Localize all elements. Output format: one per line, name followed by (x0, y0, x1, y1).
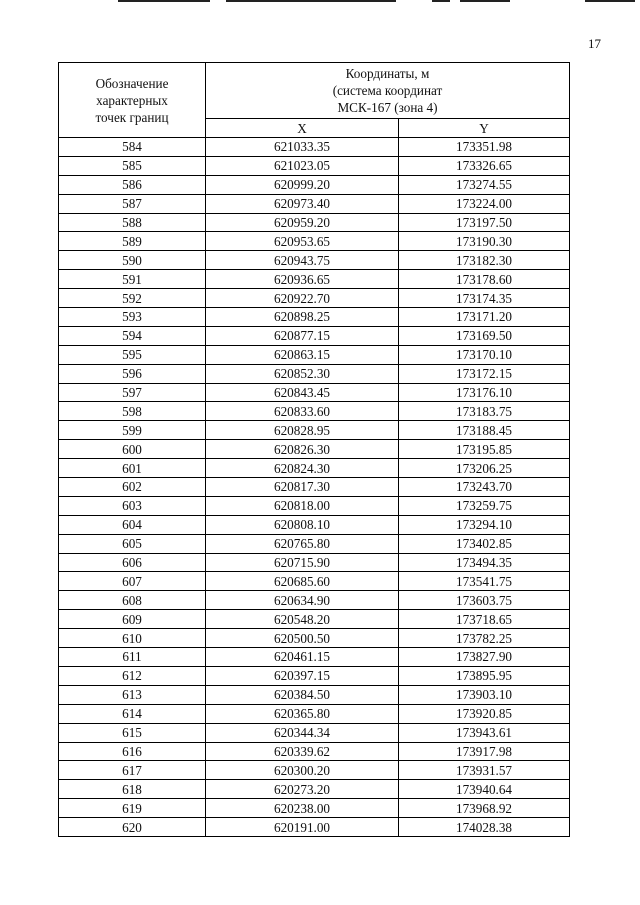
x-coordinate-cell: 620843.45 (206, 383, 399, 402)
y-coordinate-cell: 173402.85 (399, 534, 570, 553)
x-coordinate-cell: 620898.25 (206, 308, 399, 327)
table-row (59, 553, 570, 572)
table-row (59, 194, 570, 213)
table-row (59, 421, 570, 440)
table-row (59, 345, 570, 364)
point-number-cell: 600 (59, 440, 206, 459)
point-number-cell: 614 (59, 704, 206, 723)
point-number-cell: 597 (59, 383, 206, 402)
point-number-cell: 585 (59, 156, 206, 175)
header-point-designation: Обозначение характерных точек границ (59, 63, 206, 138)
table-row (59, 459, 570, 478)
y-coordinate-cell: 173182.30 (399, 251, 570, 270)
table-row (59, 289, 570, 308)
point-number-cell: 610 (59, 629, 206, 648)
point-number-cell: 616 (59, 742, 206, 761)
y-coordinate-cell: 173351.98 (399, 138, 570, 157)
point-number-cell: 589 (59, 232, 206, 251)
point-number-cell: 591 (59, 270, 206, 289)
point-number-cell: 587 (59, 194, 206, 213)
table-row (59, 251, 570, 270)
x-coordinate-cell: 620828.95 (206, 421, 399, 440)
x-coordinate-cell: 620852.30 (206, 364, 399, 383)
x-coordinate-cell: 620943.75 (206, 251, 399, 270)
x-coordinate-cell: 620824.30 (206, 459, 399, 478)
top-rule (118, 0, 210, 2)
table-row (59, 742, 570, 761)
point-number-cell: 603 (59, 496, 206, 515)
y-coordinate-cell: 173188.45 (399, 421, 570, 440)
y-coordinate-cell: 173224.00 (399, 194, 570, 213)
table-row (59, 515, 570, 534)
x-coordinate-cell: 620300.20 (206, 761, 399, 780)
point-number-cell: 596 (59, 364, 206, 383)
y-coordinate-cell: 173206.25 (399, 459, 570, 478)
point-number-cell: 595 (59, 345, 206, 364)
y-coordinate-cell: 173176.10 (399, 383, 570, 402)
table-row (59, 156, 570, 175)
point-number-cell: 607 (59, 572, 206, 591)
x-coordinate-cell: 620191.00 (206, 818, 399, 837)
table-row (59, 704, 570, 723)
table-row (59, 666, 570, 685)
y-coordinate-cell: 173920.85 (399, 704, 570, 723)
table-row (59, 780, 570, 799)
table-row (59, 138, 570, 157)
y-coordinate-cell: 173903.10 (399, 685, 570, 704)
y-coordinate-cell: 173171.20 (399, 308, 570, 327)
x-coordinate-cell: 620999.20 (206, 175, 399, 194)
coordinates-table (58, 62, 570, 837)
x-coordinate-cell: 620936.65 (206, 270, 399, 289)
x-coordinate-cell: 620397.15 (206, 666, 399, 685)
x-coordinate-cell: 620344.34 (206, 723, 399, 742)
page-number: 17 (588, 36, 601, 51)
point-number-cell: 618 (59, 780, 206, 799)
x-coordinate-cell: 620818.00 (206, 496, 399, 515)
table-row (59, 270, 570, 289)
y-coordinate-cell: 173174.35 (399, 289, 570, 308)
table-row (59, 175, 570, 194)
table-row (59, 685, 570, 704)
top-rule (432, 0, 450, 2)
y-coordinate-cell: 173195.85 (399, 440, 570, 459)
point-number-cell: 590 (59, 251, 206, 270)
point-number-cell: 584 (59, 138, 206, 157)
point-number-cell: 598 (59, 402, 206, 421)
y-coordinate-cell: 173943.61 (399, 723, 570, 742)
table-row (59, 478, 570, 497)
point-number-cell: 592 (59, 289, 206, 308)
table-row (59, 591, 570, 610)
y-coordinate-cell: 173917.98 (399, 742, 570, 761)
top-rule (226, 0, 396, 2)
point-number-cell: 606 (59, 553, 206, 572)
point-number-cell: 617 (59, 761, 206, 780)
header-x: X (206, 119, 399, 138)
x-coordinate-cell: 620922.70 (206, 289, 399, 308)
x-coordinate-cell: 620461.15 (206, 648, 399, 667)
y-coordinate-cell: 173183.75 (399, 402, 570, 421)
table-row (59, 232, 570, 251)
y-coordinate-cell: 173603.75 (399, 591, 570, 610)
y-coordinate-cell: 173895.95 (399, 666, 570, 685)
table-row (59, 402, 570, 421)
table-row (59, 440, 570, 459)
y-coordinate-cell: 173169.50 (399, 326, 570, 345)
point-number-cell: 612 (59, 666, 206, 685)
table-row (59, 818, 570, 837)
x-coordinate-cell: 620715.90 (206, 553, 399, 572)
x-coordinate-cell: 620500.50 (206, 629, 399, 648)
x-coordinate-cell: 620826.30 (206, 440, 399, 459)
point-number-cell: 599 (59, 421, 206, 440)
x-coordinate-cell: 620808.10 (206, 515, 399, 534)
y-coordinate-cell: 173172.15 (399, 364, 570, 383)
table-row (59, 629, 570, 648)
x-coordinate-cell: 620953.65 (206, 232, 399, 251)
x-coordinate-cell: 620959.20 (206, 213, 399, 232)
y-coordinate-cell: 173259.75 (399, 496, 570, 515)
x-coordinate-cell: 620863.15 (206, 345, 399, 364)
point-number-cell: 615 (59, 723, 206, 742)
x-coordinate-cell: 620273.20 (206, 780, 399, 799)
y-coordinate-cell: 173243.70 (399, 478, 570, 497)
table-row (59, 364, 570, 383)
y-coordinate-cell: 173326.65 (399, 156, 570, 175)
point-number-cell: 601 (59, 459, 206, 478)
y-coordinate-cell: 174028.38 (399, 818, 570, 837)
table-row (59, 213, 570, 232)
y-coordinate-cell: 173968.92 (399, 799, 570, 818)
y-coordinate-cell: 173294.10 (399, 515, 570, 534)
x-coordinate-cell: 620548.20 (206, 610, 399, 629)
point-number-cell: 588 (59, 213, 206, 232)
y-coordinate-cell: 173274.55 (399, 175, 570, 194)
table-row (59, 496, 570, 515)
x-coordinate-cell: 620765.80 (206, 534, 399, 553)
table-row (59, 723, 570, 742)
point-number-cell: 602 (59, 478, 206, 497)
y-coordinate-cell: 173197.50 (399, 213, 570, 232)
x-coordinate-cell: 620877.15 (206, 326, 399, 345)
y-coordinate-cell: 173718.65 (399, 610, 570, 629)
x-coordinate-cell: 620973.40 (206, 194, 399, 213)
point-number-cell: 609 (59, 610, 206, 629)
point-number-cell: 593 (59, 308, 206, 327)
x-coordinate-cell: 620833.60 (206, 402, 399, 421)
table-row (59, 326, 570, 345)
point-number-cell: 611 (59, 648, 206, 667)
y-coordinate-cell: 173190.30 (399, 232, 570, 251)
x-coordinate-cell: 620634.90 (206, 591, 399, 610)
x-coordinate-cell: 620238.00 (206, 799, 399, 818)
table-row (59, 534, 570, 553)
x-coordinate-cell: 620685.60 (206, 572, 399, 591)
header-y: Y (399, 119, 570, 138)
x-coordinate-cell: 621023.05 (206, 156, 399, 175)
table-row (59, 610, 570, 629)
point-number-cell: 620 (59, 818, 206, 837)
table-row (59, 761, 570, 780)
table-row (59, 308, 570, 327)
y-coordinate-cell: 173170.10 (399, 345, 570, 364)
y-coordinate-cell: 173178.60 (399, 270, 570, 289)
x-coordinate-cell: 620365.80 (206, 704, 399, 723)
table-row (59, 572, 570, 591)
point-number-cell: 608 (59, 591, 206, 610)
point-number-cell: 594 (59, 326, 206, 345)
y-coordinate-cell: 173494.35 (399, 553, 570, 572)
y-coordinate-cell: 173940.64 (399, 780, 570, 799)
point-number-cell: 586 (59, 175, 206, 194)
table-row (59, 648, 570, 667)
header-coordinates: Координаты, м (система координат МСК-167 (зона 4) (206, 63, 570, 119)
x-coordinate-cell: 620339.62 (206, 742, 399, 761)
x-coordinate-cell: 621033.35 (206, 138, 399, 157)
y-coordinate-cell: 173782.25 (399, 629, 570, 648)
y-coordinate-cell: 173541.75 (399, 572, 570, 591)
point-number-cell: 619 (59, 799, 206, 818)
point-number-cell: 604 (59, 515, 206, 534)
y-coordinate-cell: 173931.57 (399, 761, 570, 780)
x-coordinate-cell: 620817.30 (206, 478, 399, 497)
table-row (59, 383, 570, 402)
top-rule (585, 0, 635, 2)
y-coordinate-cell: 173827.90 (399, 648, 570, 667)
top-rule (460, 0, 510, 2)
x-coordinate-cell: 620384.50 (206, 685, 399, 704)
point-number-cell: 613 (59, 685, 206, 704)
point-number-cell: 605 (59, 534, 206, 553)
table-row (59, 799, 570, 818)
